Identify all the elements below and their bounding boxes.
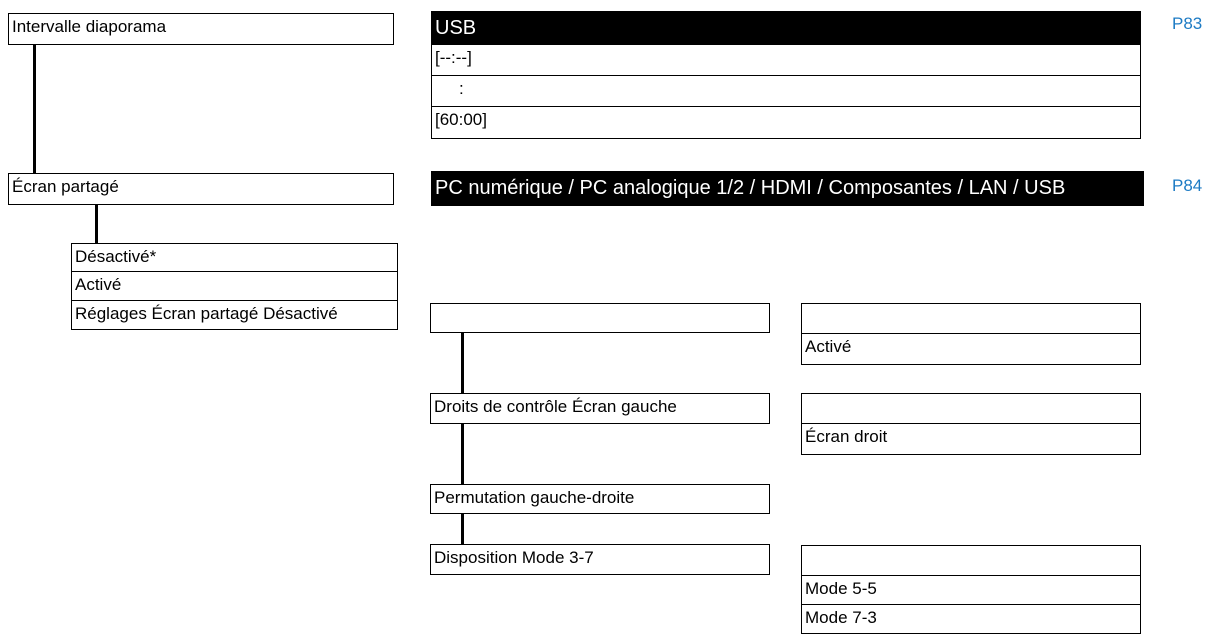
setting-1-value-blank	[801, 303, 1141, 334]
split-option-off: Désactivé*	[71, 243, 398, 272]
setting-4-node: Disposition Mode 3-7	[430, 544, 770, 575]
slideshow-interval-node: Intervalle diaporama	[8, 13, 394, 45]
split-option-settings: Réglages Écran partagé Désactivé	[71, 300, 398, 330]
setting-4-value-mode73: Mode 7-3	[801, 604, 1141, 634]
setting-2-value-blank	[801, 393, 1141, 424]
split-screen-sources: PC numérique / PC analogique 1/2 / HDMI / Composantes / LAN / USB	[431, 171, 1144, 206]
setting-3-node: Permutation gauche-droite	[430, 484, 770, 514]
connector-line	[95, 205, 98, 243]
slideshow-option-mid-text: :	[459, 79, 464, 98]
slideshow-option-max: [60:00]	[431, 106, 1141, 139]
connector-line	[33, 45, 36, 173]
connector-line	[461, 424, 464, 484]
connector-line	[461, 333, 464, 393]
setting-2-node: Droits de contrôle Écran gauche	[430, 393, 770, 424]
split-option-on: Activé	[71, 271, 398, 301]
setting-2-value-right: Écran droit	[801, 423, 1141, 455]
setting-1-value-on: Activé	[801, 333, 1141, 365]
slideshow-option-min: [--:--]	[431, 44, 1141, 76]
setting-4-value-blank	[801, 545, 1141, 576]
setting-1-node	[430, 303, 770, 333]
setting-4-value-mode55: Mode 5-5	[801, 575, 1141, 605]
usb-header: USB	[431, 11, 1141, 45]
page-ref-p84[interactable]: P84	[1172, 176, 1203, 195]
page-ref-p83[interactable]: P83	[1172, 14, 1203, 33]
split-screen-node: Écran partagé	[8, 173, 394, 205]
connector-line	[461, 514, 464, 544]
slideshow-option-mid	[431, 75, 1141, 107]
